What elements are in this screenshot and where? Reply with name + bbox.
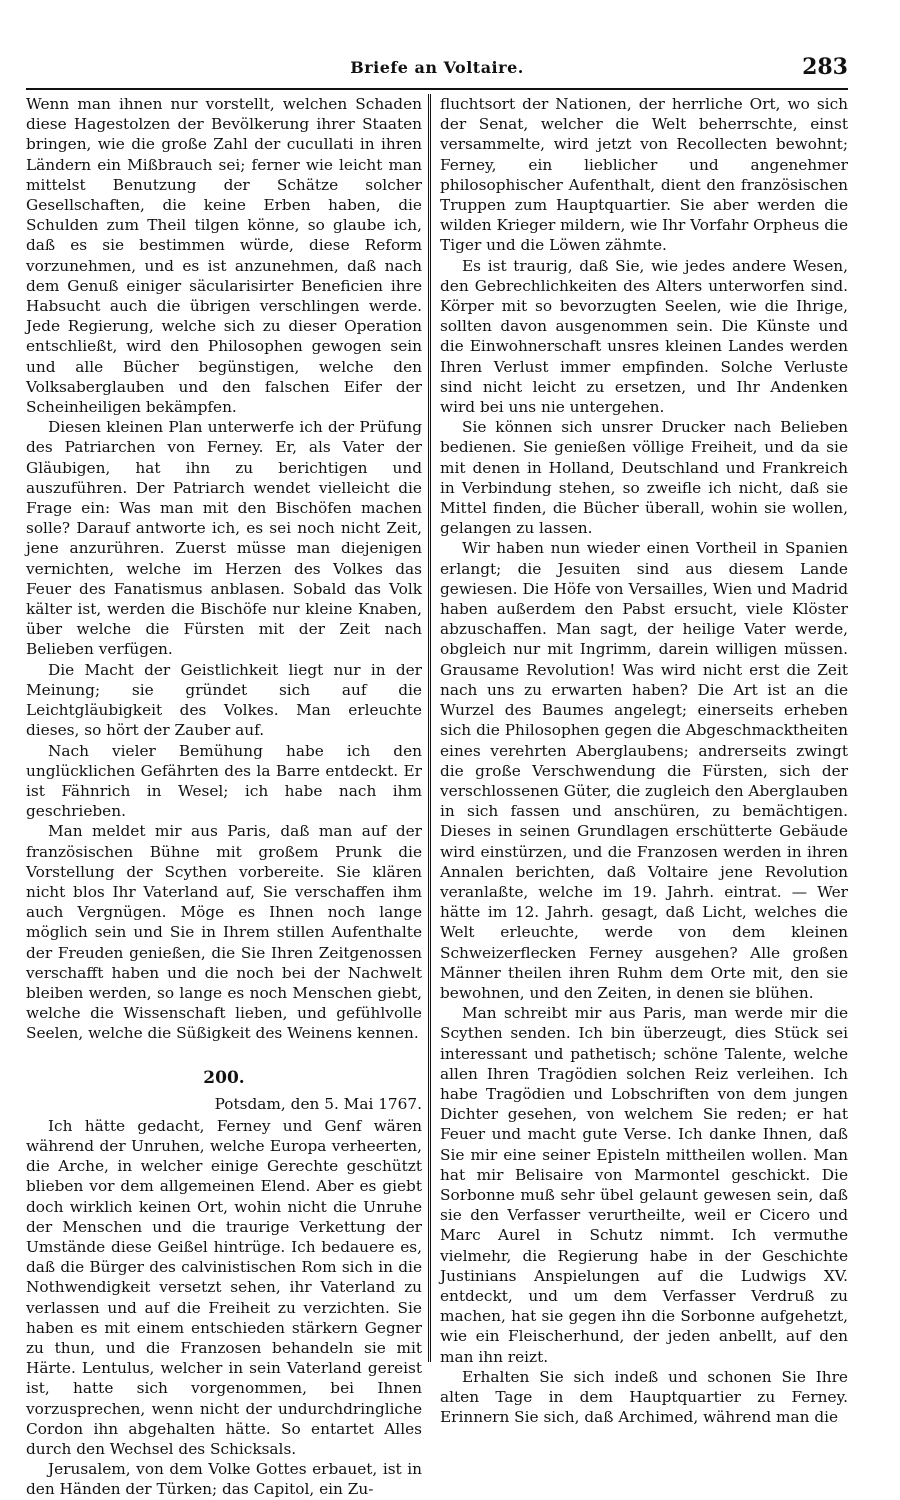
- column-divider: [428, 94, 431, 1362]
- page-number: 283: [802, 54, 848, 80]
- paragraph: Nach vieler Bemühung habe ich den unglücklichen Gefährten des la Barre entdeckt. Er ist Fähnrich in Wesel; ich habe nach ihm geschrieben.: [26, 741, 422, 821]
- paragraph: Man meldet mir aus Paris, daß man auf der französischen Bühne mit großem Prunk die Vorstellung der Scythen vorbereite. Sie klären nicht blos Ihr Vaterland auf, Sie verschaffen ihm auch Vergnügen. Möge es Ihnen noch lange möglich sein und Sie in Ihrem stillen Aufenthalte der Freuden genießen, die Sie Ihren Zeitgenossen verschafft haben und die noch bei der Nachwelt bleiben werden, so lange es noch Menschen giebt, welche die Wissenschaft lieben, und gefühlvolle Seelen, welche die Süßigkeit des Weinens kennen.: [26, 822, 422, 1043]
- paragraph: Ich hätte gedacht, Ferney und Genf wären während der Unruhen, welche Europa verheerten, die Arche, in welcher einige Gerechte geschützt blieben vor dem allgemeinen Elend. Aber es giebt doch wirklich keinen Ort, wohin nicht die Unruhe der Menschen und die traurige Verkettung der Umstände diese Geißel hintrüge. Ich bedauere es, daß die Bürger des calvinistischen Rom sich in die Nothwendigkeit versetzt sehen, ihr Vaterland zu verlassen und auf die Freiheit zu verzichten. Sie haben es mit einem entschieden stärkern Gegner zu thun, und die Franzosen behandeln sie mit Härte. Lentulus, welcher in sein Vaterland gereist ist, hatte sich vorgenommen, bei Ihnen vorzusprechen, wenn nicht der undurchdringliche Cordon ihn abgehalten hätte. So entartet Alles durch den Wechsel des Schicksals.: [26, 1116, 422, 1458]
- page-header: [26, 52, 848, 90]
- right-column: [440, 94, 848, 1470]
- paragraph: Die Macht der Geistlichkeit liegt nur in der Meinung; sie gründet sich auf die Leichtgläubigkeit des Volkes. Man erleuchte dieses, so hört der Zauber auf.: [26, 660, 422, 740]
- left-column: [26, 94, 422, 1499]
- paragraph: Wenn man ihnen nur vorstellt, welchen Schaden diese Hagestolzen der Bevölkerung ihrer Staaten bringen, wie die große Zahl der cucullati in ihren Ländern ein Mißbrauch sei; ferner wie leicht man mittelst Benutzung der Schätze solcher Gesellschaften, die keine Erben haben, die Schulden zum Theil tilgen könne, so glaube ich, daß es sie bestimmen würde, diese Reform vorzunehmen, und es ist anzunehmen, daß nach dem Genuß einiger säcularisirter Beneficien ihre Habsucht auch die übrigen verschlingen werde. Jede Regierung, welche sich zu dieser Operation entschließt, wird den Philosophen gewogen sein und alle Bücher begünstigen, welche den Volksaberglauben und den falschen Eifer der Scheinheiligen bekämpfen.: [26, 95, 422, 417]
- letter-number: 200.: [203, 1067, 245, 1088]
- paragraph: Diesen kleinen Plan unterwerfe ich der Prüfung des Patriarchen von Ferney. Er, als Vater der Gläubigen, hat ihn zu berichtigen und auszuführen. Der Patriarch wendet vielleicht die Frage ein: Was man mit den Bischöfen machen solle? Darauf antworte ich, es sei noch nicht Zeit, jene anzurühren. Zuerst müsse man diejenigen vernichten, welche im Herzen des Volkes das Feuer des Fanatismus anblasen. Sobald das Volk kälter ist, werden die Bischöfe nur kleine Knaben, über welche die Fürsten mit der Zeit nach Belieben verfügen.: [26, 418, 422, 659]
- paragraph: Es ist traurig, daß Sie, wie jedes andere Wesen, den Gebrechlichkeiten des Alters unterworfen sind. Körper mit so bevorzugten Seelen, wie die Ihrige, sollten davon ausgenommen sein. Die Künste und die Einwohnerschaft unsres kleinen Landes werden Ihren Verlust immer empfinden. Solche Verluste sind nicht leicht zu ersetzen, und Ihr Andenken wird bei uns nie untergehen.: [440, 256, 848, 417]
- paragraph: Man schreibt mir aus Paris, man werde mir die Scythen senden. Ich bin überzeugt, dies Stück sei interessant und pathetisch; schöne Talente, welche allen Ihren Tragödien solchen Reiz verleihen. Ich habe Tragödien und Lobschriften von dem jungen Dichter gesehen, von welchem Sie reden; er hat Feuer und macht gute Verse. Ich danke Ihnen, daß Sie mir eine seiner Episteln mittheilen wollen. Man hat mir Belisaire von Marmontel geschickt. Die Sorbonne muß sehr übel gelaunt gewesen sein, daß sie den Verfasser verurtheilte, weil er Cicero und Marc Aurel in Schutz nimmt. Ich vermuthe vielmehr, die Regierung habe in der Geschichte Justinians Anspielungen auf die Ludwigs XV. entdeckt, und um dem Verfasser Verdruß zu machen, hat sie gegen ihn die Sorbonne aufgehetzt, wie ein Fleischerhund, der jeden anbellt, auf den man ihn reizt.: [440, 1004, 848, 1366]
- paragraph: Erhalten Sie sich indeß und schonen Sie Ihre alten Tage in dem Hauptquartier zu Ferney. Erinnern Sie sich, daß Archimed, während man die: [440, 1367, 848, 1427]
- paragraph: Wir haben nun wieder einen Vortheil in Spanien erlangt; die Jesuiten sind aus diesem Lande gewiesen. Die Höfe von Versailles, Wien und Madrid haben außerdem den Pabst ersucht, viele Klöster abzuschaffen. Man sagt, der heilige Vater werde, obgleich nur mit Ingrimm, darein willigen müssen. Grausame Revolution! Was wird nicht erst die Zeit nach uns zu erwarten haben? Die Art ist an die Wurzel des Baumes angelegt; einerseits erheben sich die Philosophen gegen die Abgeschmacktheiten eines verehrten Aberglaubens; andrerseits zwingt die große Verschwendung die Fürsten, sich der verschlossenen Güter, die zugleich den Aberglauben in sich fassen und anschüren, zu bemächtigen. Dieses in seinen Grundlagen erschütterte Gebäude wird einstürzen, und die Franzosen werden in ihren Annalen berichten, daß Voltaire jene Revolution veranlaßte, welche im 19. Jahrh. eintrat. — Wer hätte im 12. Jahrh. gesagt, daß Licht, welches die Welt erleuchte, werde von dem kleinen Schweizerflecken Ferney ausgehen? Alle großen Männer theilen ihren Ruhm dem Orte mit, den sie bewohnen, und den Zeiten, in denen sie blühen.: [440, 539, 848, 1002]
- paragraph: Jerusalem, von dem Volke Gottes erbauet, ist in den Händen der Türken; das Capitol, ein Zu-: [26, 1460, 422, 1499]
- running-title: Briefe an Voltaire.: [350, 58, 524, 77]
- paragraph: fluchtsort der Nationen, der herrliche Ort, wo sich der Senat, welcher die Welt beherrschte, einst versammelte, wird jetzt von Recollecten bewohnt; Ferney, ein lieblicher und angenehmer philosophischer Aufenthalt, dient den französischen Truppen zum Hauptquartier. Sie aber werden die wilden Krieger mildern, wie Ihr Vorfahr Orpheus die Tiger und die Löwen zähmte.: [440, 95, 848, 255]
- letter-dateline: Potsdam, den 5. Mai 1767.: [214, 1094, 422, 1113]
- paragraph: Sie können sich unsrer Drucker nach Belieben bedienen. Sie genießen völlige Freiheit, und da sie mit denen in Holland, Deutschland und Frankreich in Verbindung stehen, so zweifle ich nicht, daß sie Mittel finden, die Bücher überall, wohin sie wollen, gelangen zu lassen.: [440, 418, 848, 538]
